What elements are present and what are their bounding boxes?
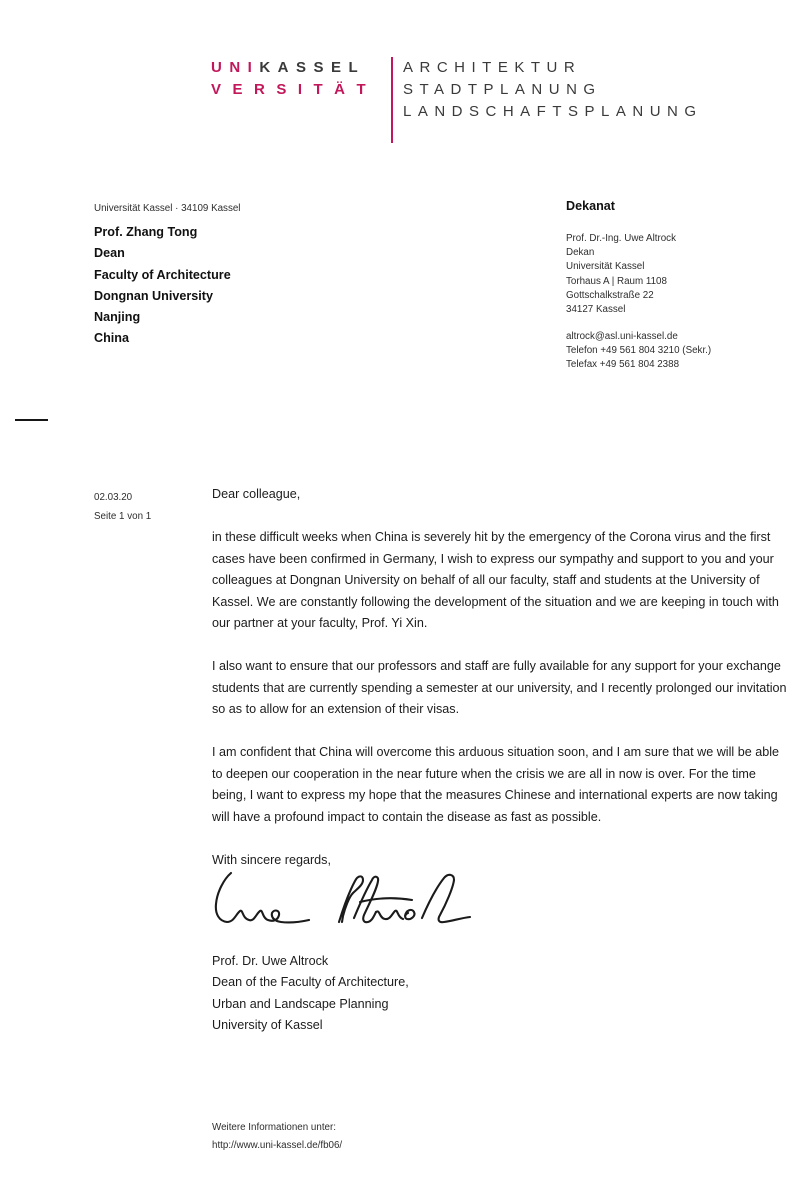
- contact-institution: Universität Kassel: [566, 261, 645, 273]
- letter-body: [212, 484, 788, 893]
- faculty-wordmark: [403, 57, 703, 123]
- recipient-country: China: [94, 331, 129, 346]
- faculty-line-landschaftsplanung: LANDSCHAFTSPLANUNG: [403, 103, 703, 120]
- recipient-title: Dean: [94, 246, 125, 261]
- recipient-city: Nanjing: [94, 310, 141, 325]
- footer-label: Weitere Informationen unter:: [212, 1122, 336, 1133]
- logo-uni-text: UNI: [211, 59, 260, 76]
- sender-return-address: Universität Kassel · 34109 Kassel: [94, 203, 241, 214]
- contact-building-room: Torhaus A | Raum 1108: [566, 275, 667, 287]
- contact-role: Dekan: [566, 247, 595, 259]
- contact-name: Prof. Dr.-Ing. Uwe Altrock: [566, 233, 676, 244]
- contact-telefax: Telefax +49 561 804 2388: [566, 359, 680, 371]
- signoff-block: [212, 951, 409, 1036]
- logo-divider-line: [391, 57, 393, 143]
- logo-kassel-text: KASSEL: [259, 59, 366, 76]
- recipient-faculty: Faculty of Architecture: [94, 267, 231, 282]
- paragraph-3: I am confident that China will overcome this arduous situation soon, and I am sure that we will be able to deepen our cooperation in the near future when the crisis we are all in now is over. For the time being, I want to express my hope that the measures Chinese and international experts are now taking will have a profound impact to contain the disease as fast as possible.: [212, 745, 780, 824]
- signoff-title-2: Urban and Landscape Planning: [212, 996, 389, 1011]
- contact-communication-block: [566, 330, 711, 373]
- paragraph-1: in these difficult weeks when China is severely hit by the emergency of the Corona virus and the first cases have been confirmed in Germany, I wish to express our sympathy and support to you and your colleagues at Dongnan University on behalf of all our faculty, staff and students at the University of Kassel. We are constantly following the development of the situation and we are keeping in touch with our partner at your faculty, Prof. Yi Xin.: [212, 530, 779, 630]
- fold-mark: [15, 419, 48, 421]
- recipient-address-block: [94, 222, 231, 350]
- faculty-line-architektur: ARCHITEKTUR: [403, 59, 582, 76]
- signoff-name: Prof. Dr. Uwe Altrock: [212, 954, 329, 968]
- footer-url: http://www.uni-kassel.de/fb06/: [212, 1139, 343, 1151]
- contact-heading: Dekanat: [566, 199, 615, 213]
- closing-phrase: With sincere regards,: [212, 852, 331, 867]
- contact-address-block: [566, 232, 676, 317]
- university-logo-wordmark: [211, 57, 377, 101]
- page-indicator: Seite 1 von 1: [94, 510, 152, 522]
- contact-postal-city: 34127 Kassel: [566, 304, 626, 316]
- logo-line-uni-kassel: [211, 57, 377, 79]
- footer-info: [212, 1119, 342, 1154]
- faculty-line-stadtplanung: STADTPLANUNG: [403, 81, 602, 98]
- signoff-institution: University of Kassel: [212, 1017, 323, 1032]
- contact-telefon: Telefon +49 561 804 3210 (Sekr.): [566, 345, 712, 357]
- recipient-name: Prof. Zhang Tong: [94, 225, 198, 239]
- signoff-title-1: Dean of the Faculty of Architecture,: [212, 975, 409, 990]
- salutation: Dear colleague,: [212, 487, 301, 501]
- recipient-university: Dongnan University: [94, 288, 213, 303]
- signature-svg: [206, 864, 474, 942]
- date-page-block: [94, 489, 151, 526]
- contact-street: Gottschalkstraße 22: [566, 289, 654, 301]
- paragraph-2: I also want to ensure that our professors and staff are fully available for any support for your exchange students that are currently spending a semester at our university, and I recently prolonged our invitation so as to allow for an extension of their visas.: [212, 659, 787, 716]
- handwritten-signature: [206, 864, 474, 947]
- logo-versitaet-text: VERSITÄT: [211, 81, 378, 98]
- letter-date: 02.03.20: [94, 492, 133, 503]
- contact-email: altrock@asl.uni-kassel.de: [566, 331, 678, 342]
